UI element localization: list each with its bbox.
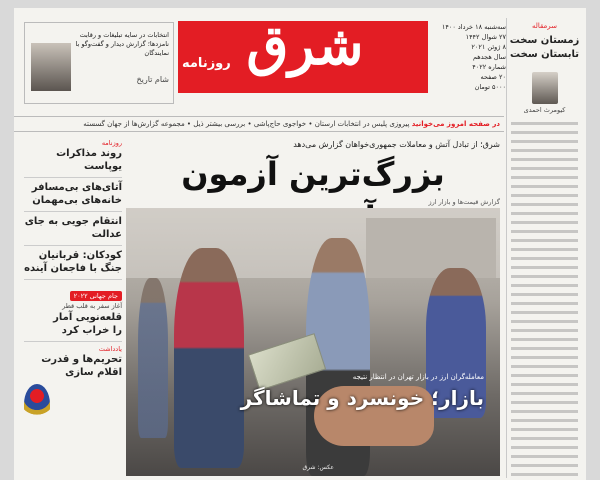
- info-line: سه‌شنبه ۱۸ خرداد ۱۴۰۰: [441, 23, 506, 31]
- main-headline[interactable]: بزرگ‌ترین آزمون: [181, 155, 445, 193]
- left-item-kicker: یادداشت: [98, 345, 122, 353]
- main-kicker: شرق؛ از تبادل آتش و معاملات جمهوری‌خواهان گزارش می‌دهد: [293, 140, 500, 149]
- left-column: [24, 136, 122, 478]
- teaser-text: انتخابات در سایه تبلیغات و رقابت نامزدها؛ گزارش دیدار و گفت‌وگو با نمایندگان: [75, 31, 169, 57]
- left-item-title: تحریم‌ها و قدرت اقلام سازی: [41, 354, 122, 378]
- teaser-photo: [31, 43, 71, 91]
- editorial-title[interactable]: زمستان سخت تابستان سخت: [509, 35, 580, 60]
- left-item[interactable]: [24, 178, 122, 212]
- left-item[interactable]: [24, 136, 122, 178]
- info-line: سال هجدهم: [472, 53, 506, 61]
- left-item-title: انتقام جویی به جای عدالت: [24, 216, 122, 240]
- strip-label: در صفحه امروز می‌خوانید: [411, 120, 500, 128]
- worldcup-badge: جام جهانی ۲۰۲۲: [70, 291, 122, 301]
- info-line: ۲۰ صفحه: [480, 73, 506, 81]
- left-item[interactable]: [24, 212, 122, 246]
- headline-caption: گزارش قیمت‌ها و بازار ارز: [428, 198, 500, 206]
- sport-title: قلعه‌نویی آمار را خراب کرد: [53, 312, 122, 336]
- left-item-title: آتای‌های بی‌مسافر خانه‌های بی‌مهمان: [31, 182, 122, 206]
- left-item-title: کودکان: قربانیان جنگ با فاجعان آینده: [24, 250, 122, 274]
- info-line: شماره ۴۰۲۲: [472, 63, 506, 71]
- masthead-subtitle: روزنامه: [182, 56, 231, 71]
- news-strip: [14, 116, 504, 132]
- editorial-author: کیومرث احمدی: [523, 106, 566, 114]
- left-item-title: روند مذاکرات یوپاست: [56, 148, 122, 172]
- masthead-info: [434, 22, 506, 92]
- worldcup-logo-icon: [24, 384, 50, 424]
- info-line: ۸ ژوئن ۲۰۲۱: [471, 43, 506, 51]
- editorial-kicker: سرمقاله: [531, 22, 558, 30]
- left-item[interactable]: [24, 246, 122, 280]
- sport-item[interactable]: [24, 280, 122, 342]
- info-line: ۵۰۰۰ تومان: [474, 83, 506, 91]
- photo-headline[interactable]: بازار؛ خونسرد و تماشاگر: [240, 386, 484, 410]
- author-avatar: [532, 72, 558, 104]
- photo-caption: معامله‌گران ارز در بازار تهران در انتظار نتیجه: [352, 373, 484, 381]
- photo-credit: عکس: شرق: [302, 464, 334, 471]
- left-item[interactable]: [24, 342, 122, 383]
- editorial-body: [511, 122, 578, 480]
- sport-subtitle: آغاز سفر به قلب قطر: [62, 302, 122, 310]
- masthead-logo: شرق: [246, 13, 364, 77]
- info-line: ۲۷ شوال ۱۴۴۲: [465, 33, 506, 41]
- teaser-author: شام تاریخ: [136, 75, 169, 84]
- left-item-kicker: روزنامه: [101, 139, 122, 147]
- right-column: [506, 18, 582, 478]
- top-teaser[interactable]: [24, 22, 174, 104]
- strip-text: پیروزی پلیس در انتخابات ارستان • خواجوی حاج‌پاشی • بررسی بیشتر ذیل • مجموعه گزارش‌ها از جهان گسسته: [83, 120, 410, 128]
- newspaper-page: [14, 8, 586, 480]
